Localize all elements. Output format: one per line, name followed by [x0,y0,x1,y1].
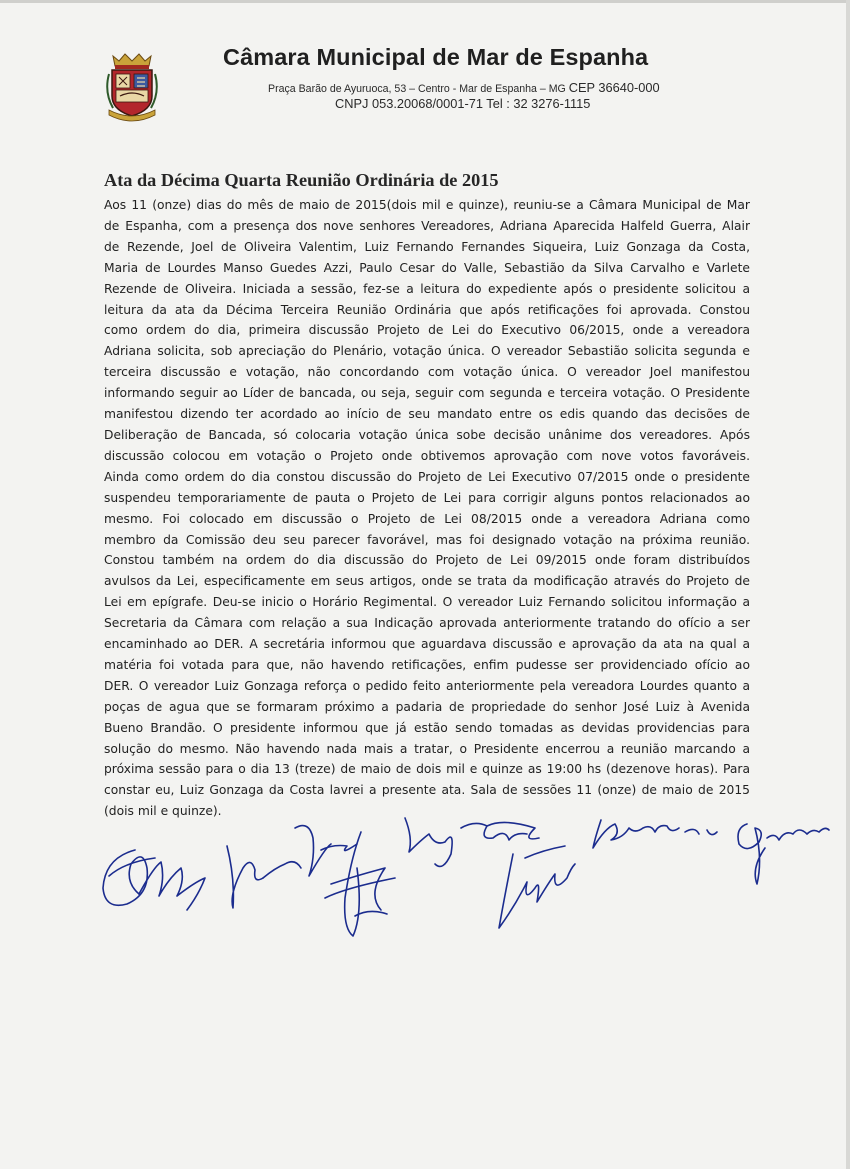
minutes-body [104,195,750,822]
minutes-line: Maria de Lourdes Manso Guedes Azzi, Paulo Cesar do Valle, Sebastião da Silva Carvalho e Varlete [104,260,750,275]
signatures-area [95,798,835,968]
minutes-line: Lei em epígrafe. Deu-se inicio o Horário Regimental. O vereador Luiz Fernando solicitou informação a [104,595,750,610]
minutes-line: poças de agua que se formaram próximo a padaria de propriedade do senhor José Luiz à Avenida [104,699,750,714]
minutes-line: de Rezende, Joel de Oliveira Valentim, Luiz Fernando Fernandes Siqueira, Luiz Gonzaga da Costa, [104,239,750,254]
minutes-line: Constou também na ordem do dia discussão do Projeto de Lei 09/2015 onde foram distribuídos [104,553,750,568]
minutes-line: leitura da ata da Décima Terceira Reunião Ordinária que após retificações foi aprovada. Constou [104,302,750,317]
minutes-line: informando seguir ao Líder de bancada, ou seja, seguir com segunda e terceira votação. O Presidente [104,386,750,401]
address-text: Praça Barão de Ayuruoca, 53 – Centro - Mar de Espanha – MG [268,83,566,95]
minutes-line: como ordem do dia, primeira discussão Projeto de Lei do Executivo 06/2015, onde a vereadora [104,323,750,338]
signature-4 [405,818,539,866]
signature-2 [227,826,357,908]
minutes-line: Secretaria da Câmara com relação a sua Indicação aprovada anteriormente tratando do ofício a ser [104,616,750,631]
minutes-title: Ata da Décima Quarta Reunião Ordinária de 2015 [104,170,499,190]
minutes-line: Adriana solicita, sob apreciação do Plenário, votação única. O vereador Sebastião solicita segunda e [104,344,750,359]
postal-code: CEP 36640-000 [568,80,660,95]
signature-6 [593,820,717,848]
minutes-line: matéria foi votada para que, não havendo retificações, enfim pudesse ser providenciado ofício ao [104,657,750,672]
minutes-line: discussão colocou em votação o Projeto onde obtivemos aprovação com nove votos favoráveis. [104,448,750,463]
minutes-line: Bueno Brandão. O presidente informou que já estão sendo tomadas as devidas providencias para [104,720,750,735]
minutes-line: terceira discussão e votação, não concordando com votação única. O vereador Joel manifestou [104,365,750,380]
coat-of-arms-logo [103,52,161,122]
signature-7 [738,824,829,884]
signature-3 [325,832,395,936]
cnpj-and-phone: CNPJ 053.20068/0001-71 Tel : 32 3276-1115 [335,96,591,111]
scan-edge-right [846,0,850,1169]
minutes-line: próxima sessão para o dia 13 (treze) de maio de dois mil e quinze as 19:00 hs (dezenove horas). Para [104,762,750,777]
minutes-line: solução do mesmo. Não havendo nada mais a tratar, o Presidente encerrou a reunião marcando a [104,741,750,756]
minutes-line: Rezende de Oliveira. Iniciada a sessão, fez-se a leitura do expediente após o presidente solicitou a [104,281,750,296]
signature-1 [103,850,205,910]
minutes-line: membro da Comissão deu seu parecer favorável, mas foi designado votação na próxima reunião. [104,532,750,547]
minutes-line: de Espanha, com a presença dos nove senhores Vereadores, Adriana Aparecida Halfeld Guerra, Alair [104,218,750,233]
council-address [268,80,660,95]
minutes-line: DER. O vereador Luiz Gonzaga reforça o pedido feito anteriormente pela vereadora Lourdes quanto a [104,678,750,693]
minutes-line: Ainda como ordem do dia constou discussão do Projeto de Lei Executivo 07/2015 onde o presidente [104,469,750,484]
minutes-line: Aos 11 (onze) dias do mês de maio de 2015(dois mil e quinze), reuniu-se a Câmara Municipal de Mar [104,198,750,212]
scan-edge-top [0,0,850,3]
council-name-heading: Câmara Municipal de Mar de Espanha [223,44,649,70]
signature-5 [499,846,575,928]
minutes-line: constar eu, Luiz Gonzaga da Costa lavrei a presente ata. Sala de sessões 11 (onze) de maio de 2015 [104,783,750,798]
minutes-line: mesmo. Foi colocado em discussão o Projeto de Lei 08/2015 onde a vereadora Adriana como [104,511,750,526]
minutes-line: encaminhado ao DER. A secretária informou que aguardava discussão e aprovação da ata na qual a [104,637,750,652]
minutes-line: suspendeu temporariamente de pauta o Projeto de Lei para corrigir alguns pontos relacionados ao [104,490,750,505]
minutes-line: Deliberação de Bancada, só colocaria votação única sobe decisão unânime dos vereadores. Após [104,427,750,442]
minutes-line: avulsos da Lei, especificamente em seus artigos, onde se trata da modificação através do Projeto de [104,574,750,589]
minutes-line: manifestou dizendo ter acordado ao início de seu mandato entre os edis quando das decisões de [104,407,750,422]
minutes-line: (dois mil e quinze). [104,804,222,819]
